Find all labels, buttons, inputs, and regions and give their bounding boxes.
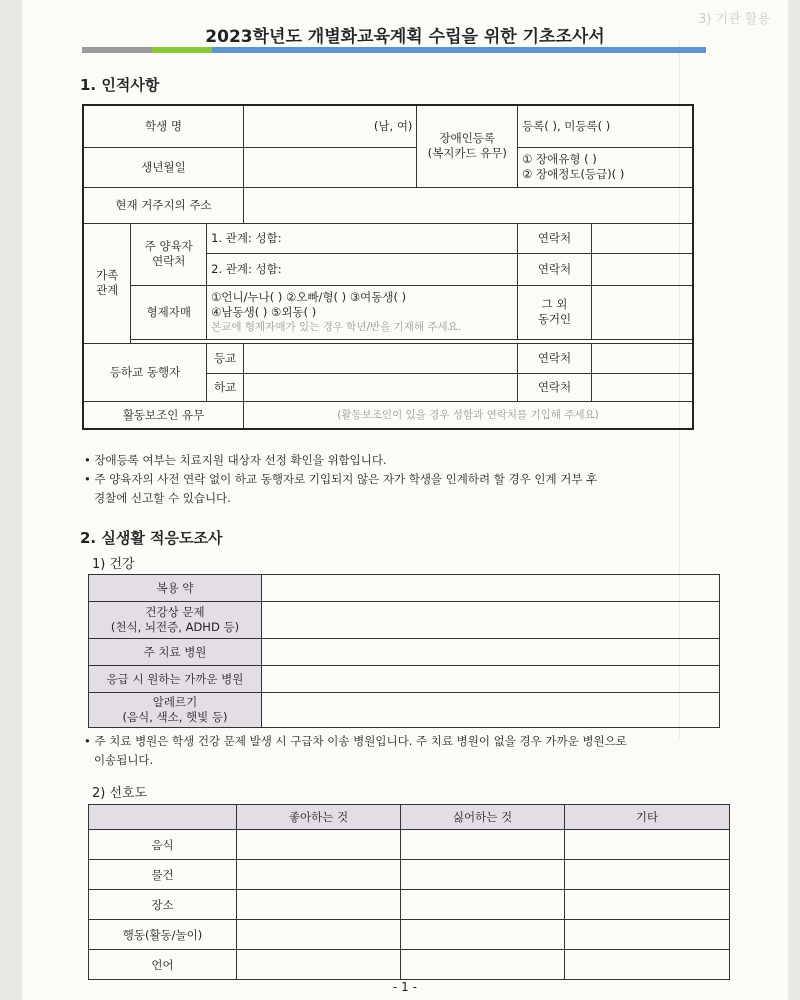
disability-registration-label: 장애인등록 (복지카드 유무) — [417, 105, 518, 187]
pref-cell[interactable] — [401, 830, 565, 860]
allergy-label: 알레르기 (음식, 색소, 햇빛 등) — [89, 693, 262, 728]
contact-field-4[interactable] — [591, 373, 693, 401]
from-school-field[interactable] — [244, 373, 518, 401]
pref-cell[interactable] — [565, 920, 730, 950]
other-cohabitant-label: 그 외 동거인 — [518, 285, 592, 339]
main-hospital-label: 주 치료 병원 — [89, 639, 262, 666]
pref-row-label: 장소 — [89, 890, 237, 920]
siblings-hint: 본교에 형제자매가 있는 경우 학년/반을 기재해 주세요. — [211, 320, 462, 333]
personal-info-table — [82, 104, 694, 430]
guardian-relation-1-field[interactable]: 1. 관계: 성함: — [207, 223, 518, 253]
title-underline-green — [152, 47, 212, 53]
dislikes-header: 싫어하는 것 — [401, 805, 565, 830]
family-label: 가족 관계 — [83, 223, 131, 343]
pref-cell[interactable] — [237, 950, 401, 980]
disability-type-grade-field[interactable]: ① 장애유형 ( ) ② 장애정도(등급)( ) — [518, 147, 693, 187]
likes-header: 좋아하는 것 — [237, 805, 401, 830]
to-school-label: 등교 — [207, 343, 244, 373]
student-name-label: 학생 명 — [83, 105, 244, 147]
page-number: - 1 - — [393, 980, 417, 994]
title-underline-blue — [212, 47, 706, 53]
pref-cell[interactable] — [237, 860, 401, 890]
section-2-note: • 주 치료 병원은 학생 건강 문제 발생 시 구급차 이송 병원입니다. 주 치료 병원이 없을 경우 가까운 병원으로 이송됩니다. — [84, 734, 627, 767]
section-1-heading: 1. 인적사항 — [80, 76, 160, 94]
title-underline-gray — [82, 47, 152, 53]
medication-field[interactable] — [262, 575, 720, 602]
pref-cell[interactable] — [401, 890, 565, 920]
guardian-relation-2-field[interactable]: 2. 관계: 성함: — [207, 253, 518, 285]
birthdate-label: 생년월일 — [83, 147, 244, 187]
health-issues-field[interactable] — [262, 602, 720, 639]
pref-row-label: 언어 — [89, 950, 237, 980]
pref-cell[interactable] — [565, 860, 730, 890]
other-cohabitant-field[interactable] — [591, 285, 693, 339]
pref-cell[interactable] — [237, 890, 401, 920]
pref-cell[interactable] — [401, 950, 565, 980]
pref-cell[interactable] — [565, 890, 730, 920]
birthdate-field[interactable] — [244, 147, 417, 187]
allergy-field[interactable] — [262, 693, 720, 728]
bleed-through-text: 3) 기관 활용 — [698, 12, 770, 27]
pref-cell[interactable] — [401, 860, 565, 890]
medication-label: 복용 약 — [89, 575, 262, 602]
address-field[interactable] — [244, 187, 693, 223]
guardian-contact-label: 주 양육자 연락처 — [131, 223, 207, 285]
other-header: 기타 — [565, 805, 730, 830]
contact-field-3[interactable] — [591, 343, 693, 373]
pref-row-label: 행동(활동/놀이) — [89, 920, 237, 950]
main-hospital-field[interactable] — [262, 639, 720, 666]
health-table — [88, 574, 720, 728]
health-subheading: 1) 건강 — [92, 557, 135, 572]
contact-field-2[interactable] — [591, 253, 693, 285]
pref-cell[interactable] — [237, 920, 401, 950]
contact-label-2: 연락처 — [518, 253, 592, 285]
siblings-label: 형제자매 — [131, 285, 207, 339]
pref-row-label: 음식 — [89, 830, 237, 860]
document-title: 2023학년도 개별화교육계획 수립을 위한 기초조사서 — [205, 27, 605, 47]
pref-cell[interactable] — [237, 830, 401, 860]
address-label: 현재 거주지의 주소 — [83, 187, 244, 223]
from-school-label: 하교 — [207, 373, 244, 401]
commute-companion-label: 등하교 동행자 — [83, 343, 207, 401]
emergency-hospital-label: 응급 시 원하는 가까운 병원 — [89, 666, 262, 693]
section-2-heading: 2. 실생활 적응도조사 — [80, 529, 223, 547]
gender-field[interactable]: (남, 여) — [244, 105, 417, 147]
siblings-field[interactable]: ①언니/누나( ) ②오빠/형( ) ③여동생( ) ④남동생( ) ⑤외동( ) 본교에 형제자매가 있는 경우 학년/반을 기재해 주세요. — [207, 285, 518, 339]
section-1-notes: • 장애등록 여부는 치료지원 대상자 선정 확인을 위함입니다. • 주 양육자의 사전 연락 없이 하교 동행자로 기입되지 않은 자가 학생을 인계하려 할 경우 인계 거부 후 경찰에 신고할 수 있습니다. — [84, 453, 598, 505]
document-page — [22, 0, 788, 1000]
pref-cell[interactable] — [565, 950, 730, 980]
preferences-subheading: 2) 선호도 — [92, 786, 148, 801]
contact-label-4: 연락처 — [518, 373, 592, 401]
registration-field[interactable]: 등록( ), 미등록( ) — [518, 105, 693, 147]
preferences-table — [88, 804, 730, 980]
activity-assistant-field[interactable]: (활동보조인이 있을 경우 성함과 연락처를 기입해 주세요) — [244, 401, 693, 429]
health-issues-label: 건강상 문제 (천식, 뇌전증, ADHD 등) — [89, 602, 262, 639]
to-school-field[interactable] — [244, 343, 518, 373]
preferences-header-corner — [89, 805, 237, 830]
contact-field-1[interactable] — [591, 223, 693, 253]
pref-cell[interactable] — [565, 830, 730, 860]
emergency-hospital-field[interactable] — [262, 666, 720, 693]
activity-assistant-label: 활동보조인 유무 — [83, 401, 244, 429]
contact-label-3: 연락처 — [518, 343, 592, 373]
contact-label-1: 연락처 — [518, 223, 592, 253]
pref-cell[interactable] — [401, 920, 565, 950]
pref-row-label: 물건 — [89, 860, 237, 890]
